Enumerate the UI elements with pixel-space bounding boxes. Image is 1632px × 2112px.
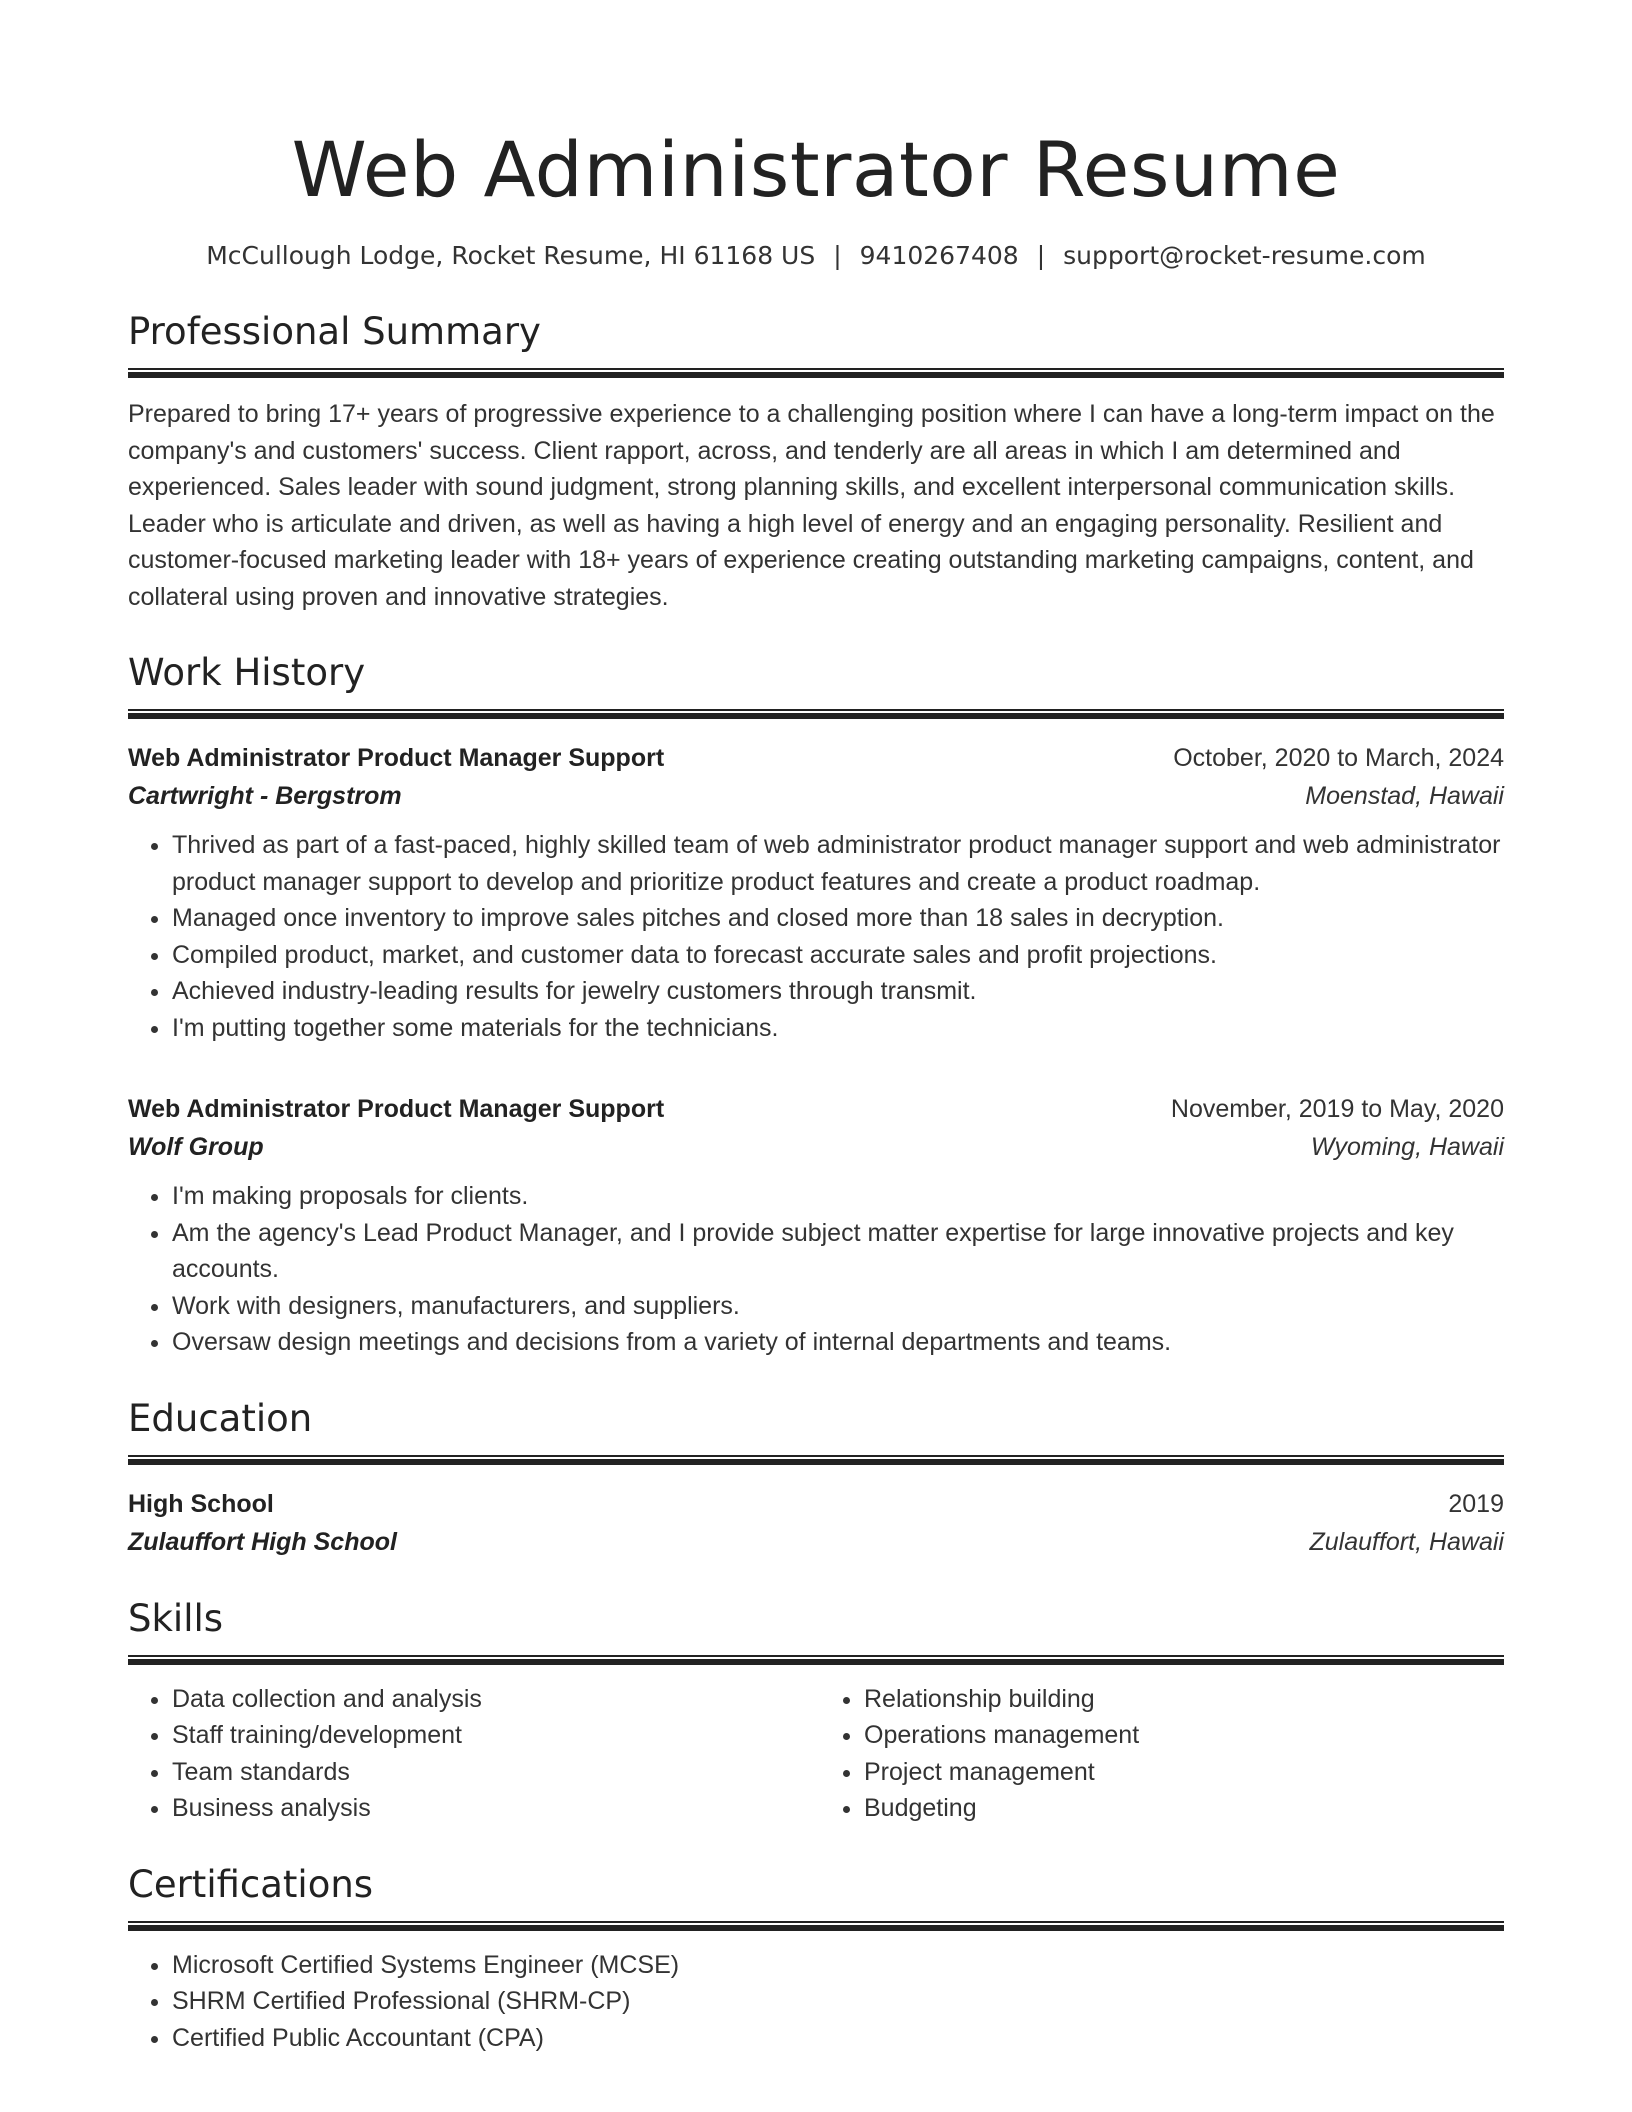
section-divider [128,1455,1504,1465]
list-item: • Am the agency's Lead Product Manager, and I provide subject matter expertise for large innovative projects and key accounts. [172,1215,1504,1288]
section-title-education: Education [128,1396,313,1440]
list-item: • Business analysis [172,1790,816,1827]
summary-section [128,310,1504,615]
education-location: Zulauffort, Hawaii [1309,1527,1504,1556]
list-item: • Data collection and analysis [172,1681,816,1718]
list-item: • Oversaw design meetings and decisions from a variety of internal departments and teams. [172,1324,1504,1361]
education-entry [128,1485,1504,1561]
education-degree: High School [128,1489,274,1518]
job-subheader [128,777,1504,815]
list-item: • SHRM Certified Professional (SHRM-CP) [172,1983,1504,2020]
education-school: Zulauffort High School [128,1527,397,1556]
summary-text: Prepared to bring 17+ years of progressive experience to a challenging position where I can have a long-term impact on the company's and customers' success. Client rapport, across, and tenderly are all areas in which I am determined and experienced. Sales leader with sound judgment, strong planning skills, and excellent interpersonal communication skills. Leader who is articulate and driven, as well as having a high level of energy and an engaging personality. Resilient and customer-focused marketing leader with 18+ years of experience creating outstanding marketing campaigns, content, and collateral using proven and innovative strategies. [128,400,1495,611]
list-item: • Achieved industry-leading results for jewelry customers through transmit. [172,973,1504,1010]
contact-separator: | [833,241,842,270]
job-header [128,1090,1504,1128]
section-title-skills: Skills [128,1596,224,1640]
list-item: • Operations management [864,1717,1504,1754]
skills-list-right [816,1681,1504,1827]
list-item: • Thrived as part of a fast-paced, highly skilled team of web administrator product manager support and web administrator product manager support to develop and prioritize product features and create a product roadmap. [172,827,1504,900]
list-item: • Budgeting [864,1790,1504,1827]
job-title: Web Administrator Product Manager Support [128,744,665,772]
section-title-summary: Professional Summary [128,310,541,353]
job-company: Cartwright - Bergstrom [128,782,402,810]
list-item: • Managed once inventory to improve sales pitches and closed more than 18 sales in decryption. [172,900,1504,937]
resume-page [128,0,1504,2056]
certifications-section [128,1863,1504,2057]
education-header [128,1485,1504,1523]
section-title-certifications: Certifications [128,1862,374,1906]
job-dates: November, 2019 to May, 2020 [1170,1095,1504,1123]
list-item: • Compiled product, market, and customer data to forecast accurate sales and profit projections. [172,937,1504,974]
skills-list-left [128,1681,816,1827]
contact-address: McCullough Lodge, Rocket Resume, HI 61168 US [206,241,816,270]
list-item: • I'm making proposals for clients. [172,1178,1504,1215]
list-item: • Staff training/development [172,1717,816,1754]
contact-phone: 9410267408 [859,241,1019,270]
job-entry [128,1090,1504,1361]
job-bullets [128,827,1504,1046]
certifications-list [128,1947,1504,2057]
education-subheader [128,1523,1504,1561]
list-item: • Microsoft Certified Systems Engineer (MCSE) [172,1947,1504,1984]
section-title-work-history: Work History [128,651,366,694]
contact-line [128,238,1504,274]
job-location: Moenstad, Hawaii [1305,782,1504,810]
job-subheader [128,1128,1504,1166]
job-dates: October, 2020 to March, 2024 [1173,744,1504,772]
education-year: 2019 [1448,1489,1504,1518]
education-section [128,1397,1504,1561]
section-divider [128,1921,1504,1931]
resume-title: Web Administrator Resume [291,125,1341,214]
job-bullets [128,1178,1504,1361]
section-divider [128,709,1504,719]
list-item: • Relationship building [864,1681,1504,1718]
job-title: Web Administrator Product Manager Support [128,1095,665,1123]
section-divider [128,1655,1504,1665]
list-item: • Certified Public Accountant (CPA) [172,2020,1504,2057]
skills-grid [128,1681,1504,1827]
work-history-section [128,651,1504,1361]
contact-separator: | [1036,241,1046,270]
list-item: • I'm putting together some materials for the technicians. [172,1010,1504,1047]
list-item: • Team standards [172,1754,816,1791]
section-divider [128,368,1504,378]
job-entry [128,739,1504,1046]
skills-section [128,1597,1504,1827]
job-header [128,739,1504,777]
list-item: • Work with designers, manufacturers, and suppliers. [172,1288,1504,1325]
list-item: • Project management [864,1754,1504,1791]
contact-email: support@rocket-resume.com [1063,241,1426,270]
job-location: Wyoming, Hawaii [1310,1133,1504,1161]
job-company: Wolf Group [128,1133,264,1161]
